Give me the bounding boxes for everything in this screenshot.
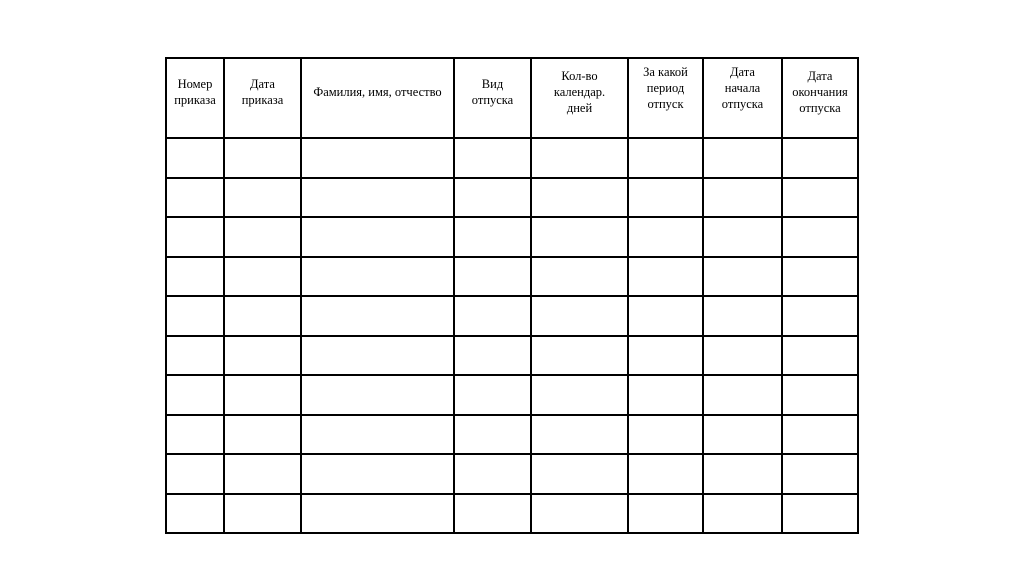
table-cell-calendar-days[interactable] [531,415,628,455]
table-cell-calendar-days[interactable] [531,138,628,178]
table-cell-end-date[interactable] [782,257,858,297]
table-cell-leave-type[interactable] [454,336,531,376]
table-cell-full-name[interactable] [301,415,454,455]
table-cell-calendar-days[interactable] [531,336,628,376]
table-row [166,178,858,218]
table-cell-start-date[interactable] [703,454,782,494]
table-cell-leave-type[interactable] [454,296,531,336]
table-cell-order-number[interactable] [166,257,224,297]
table-row [166,494,858,534]
table-cell-period[interactable] [628,494,703,534]
table-cell-full-name[interactable] [301,454,454,494]
table-cell-order-number[interactable] [166,415,224,455]
table-row [166,296,858,336]
table-cell-start-date[interactable] [703,336,782,376]
table-cell-calendar-days[interactable] [531,178,628,218]
table-cell-full-name[interactable] [301,296,454,336]
table-cell-start-date[interactable] [703,178,782,218]
header-end-date: Дата окончания отпуска [782,58,858,138]
header-row [166,58,858,138]
table-cell-full-name[interactable] [301,336,454,376]
header-leave-type: Вид отпуска [454,58,531,138]
table-cell-order-number[interactable] [166,296,224,336]
table-cell-order-number[interactable] [166,138,224,178]
table-cell-end-date[interactable] [782,336,858,376]
table-cell-calendar-days[interactable] [531,454,628,494]
table-cell-leave-type[interactable] [454,375,531,415]
table-row [166,375,858,415]
table-cell-period[interactable] [628,217,703,257]
table-cell-period[interactable] [628,178,703,218]
table-cell-full-name[interactable] [301,494,454,534]
table-cell-end-date[interactable] [782,494,858,534]
table-cell-period[interactable] [628,257,703,297]
table-cell-period[interactable] [628,336,703,376]
table-cell-start-date[interactable] [703,375,782,415]
table-cell-leave-type[interactable] [454,138,531,178]
table-cell-end-date[interactable] [782,415,858,455]
table-cell-order-number[interactable] [166,178,224,218]
table-cell-calendar-days[interactable] [531,296,628,336]
table-cell-end-date[interactable] [782,178,858,218]
table-cell-start-date[interactable] [703,217,782,257]
table-cell-start-date[interactable] [703,494,782,534]
table-cell-start-date[interactable] [703,257,782,297]
table-cell-leave-type[interactable] [454,454,531,494]
table-body [166,138,858,533]
table-cell-order-number[interactable] [166,217,224,257]
table-cell-period[interactable] [628,415,703,455]
table-cell-end-date[interactable] [782,375,858,415]
table-row [166,257,858,297]
table-cell-order-date[interactable] [224,296,301,336]
table-cell-full-name[interactable] [301,257,454,297]
table-cell-calendar-days[interactable] [531,257,628,297]
table-cell-leave-type[interactable] [454,494,531,534]
table-cell-full-name[interactable] [301,178,454,218]
table-cell-full-name[interactable] [301,138,454,178]
table-cell-period[interactable] [628,138,703,178]
table-row [166,217,858,257]
table-cell-end-date[interactable] [782,138,858,178]
table-cell-leave-type[interactable] [454,257,531,297]
table-cell-calendar-days[interactable] [531,217,628,257]
header-calendar-days: Кол-во календар. дней [531,58,628,138]
header-order-number: Номер приказа [166,58,224,138]
table-cell-calendar-days[interactable] [531,494,628,534]
header-start-date: Дата начала отпуска [703,58,782,138]
leave-register-table [165,57,859,534]
table-cell-full-name[interactable] [301,375,454,415]
table-cell-order-date[interactable] [224,454,301,494]
table-cell-order-number[interactable] [166,494,224,534]
table-cell-start-date[interactable] [703,415,782,455]
table-cell-order-date[interactable] [224,336,301,376]
table-cell-period[interactable] [628,454,703,494]
table-cell-end-date[interactable] [782,296,858,336]
table-row [166,336,858,376]
table-cell-calendar-days[interactable] [531,375,628,415]
table-cell-end-date[interactable] [782,217,858,257]
table-cell-order-number[interactable] [166,454,224,494]
table-cell-leave-type[interactable] [454,217,531,257]
table-cell-start-date[interactable] [703,296,782,336]
table-cell-order-date[interactable] [224,494,301,534]
table-cell-order-date[interactable] [224,415,301,455]
table-cell-order-date[interactable] [224,178,301,218]
table-cell-order-number[interactable] [166,336,224,376]
table-cell-end-date[interactable] [782,454,858,494]
header-order-date: Дата приказа [224,58,301,138]
table-cell-order-date[interactable] [224,217,301,257]
table-cell-order-number[interactable] [166,375,224,415]
table-cell-full-name[interactable] [301,217,454,257]
table-cell-order-date[interactable] [224,257,301,297]
table-cell-period[interactable] [628,375,703,415]
table-row [166,454,858,494]
header-period: За какой период отпуск [628,58,703,138]
table-row [166,415,858,455]
table-cell-period[interactable] [628,296,703,336]
table-cell-leave-type[interactable] [454,178,531,218]
table-row [166,138,858,178]
table-cell-order-date[interactable] [224,138,301,178]
table-cell-start-date[interactable] [703,138,782,178]
header-full-name: Фамилия, имя, отчество [301,58,454,138]
table-cell-leave-type[interactable] [454,415,531,455]
table-cell-order-date[interactable] [224,375,301,415]
